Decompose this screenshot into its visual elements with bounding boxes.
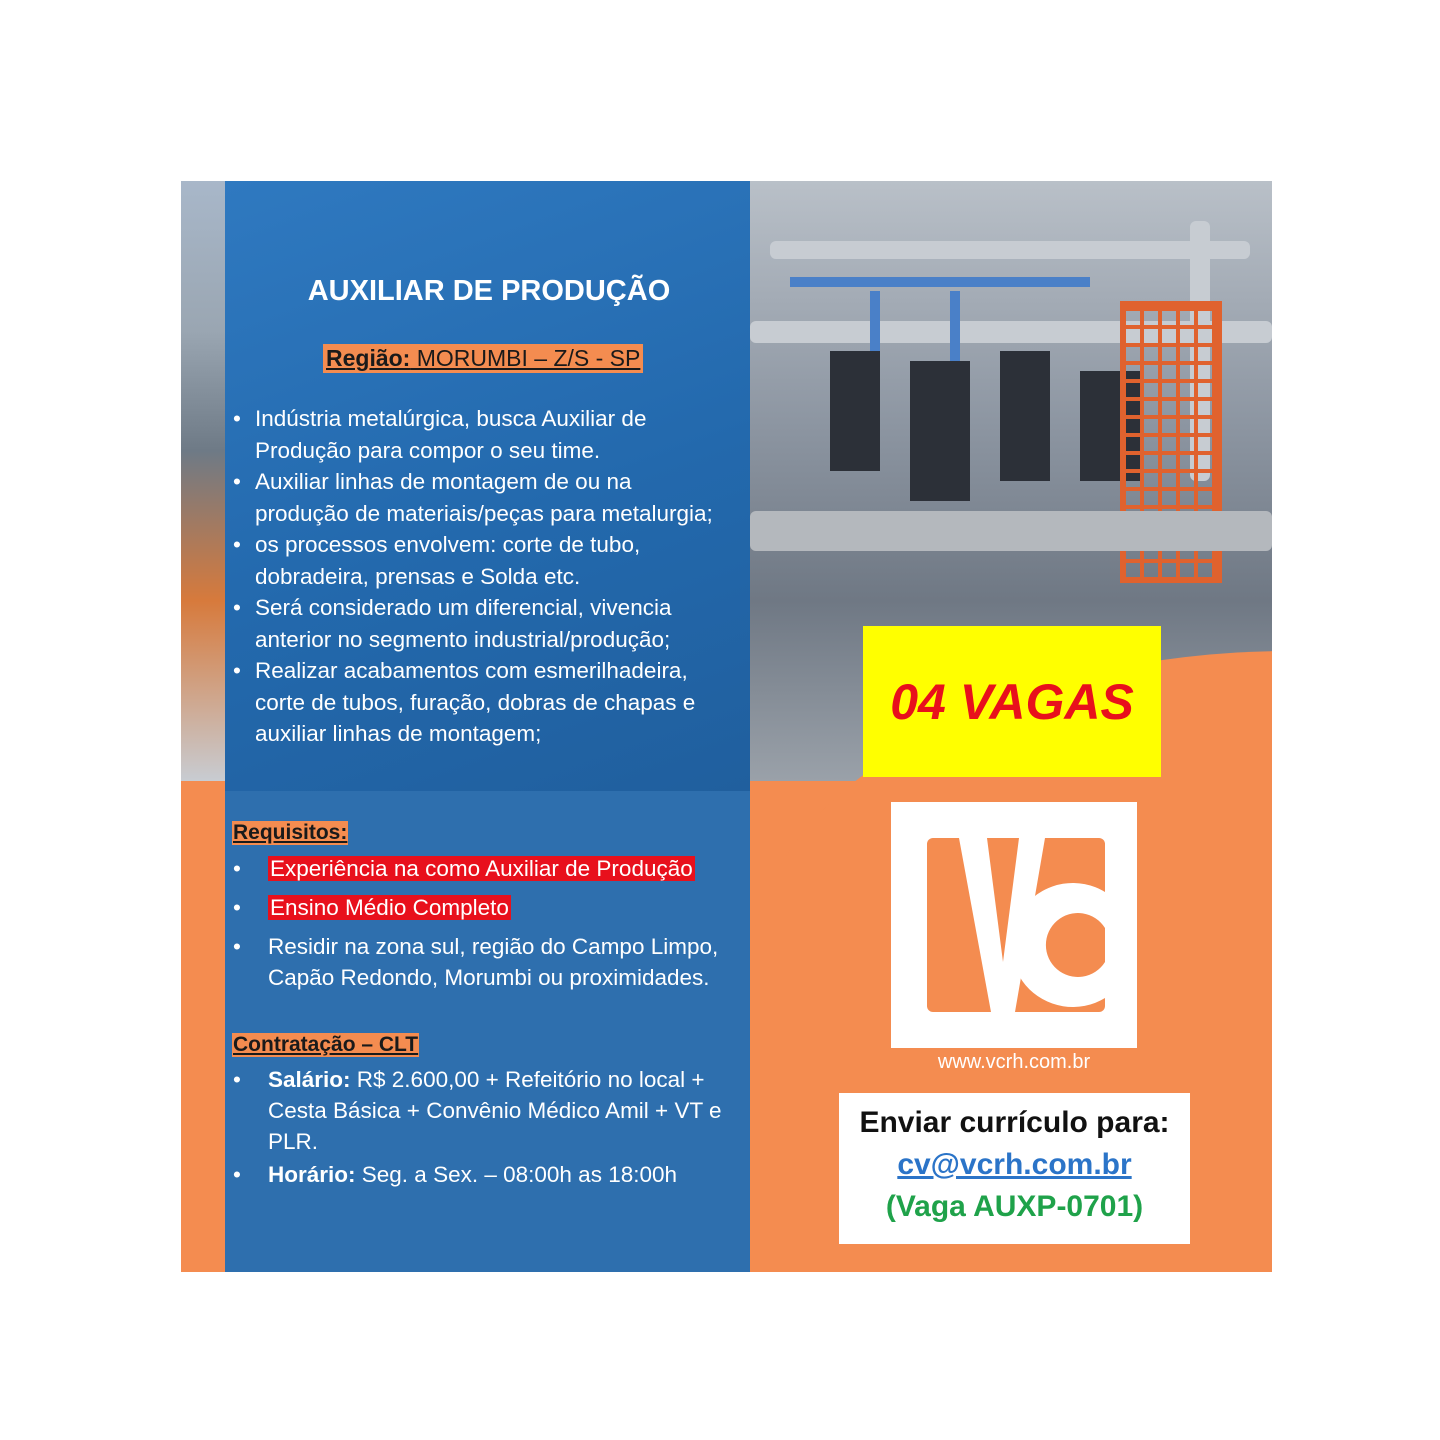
list-item (231, 892, 751, 923)
list-item: • Realizar acabamentos com esmerilhadeira, corte de tubos, furação, dobras de chapas e auxiliar linhas de montagem; (231, 655, 731, 750)
hiring-list (231, 1064, 751, 1192)
send-cv-label: Enviar currículo para: (859, 1106, 1170, 1139)
job-code: (Vaga AUXP-0701) (885, 1190, 1144, 1223)
vc-logo (891, 802, 1137, 1048)
list-item: • os processos envolvem: corte de tubo, dobradeira, prensas e Solda etc. (231, 529, 731, 592)
requirement-highlight: Ensino Médio Completo (270, 895, 509, 920)
list-item (231, 1064, 751, 1157)
salary-label: Salário: (268, 1067, 351, 1092)
region-label (323, 344, 643, 373)
job-description-list (231, 403, 731, 750)
hiring-title: Contratação – CLT (233, 1033, 419, 1056)
list-item: • Residir na zona sul, região do Campo Limpo, Capão Redondo, Morumbi ou proximidades. (231, 931, 751, 993)
list-item (231, 1159, 751, 1190)
job-title: AUXILIAR DE PRODUÇÃO (307, 275, 671, 307)
vacancies-badge (863, 626, 1161, 777)
list-item: • Será considerado um diferencial, vivencia anterior no segmento industrial/produção; (231, 592, 731, 655)
requirements-list (231, 853, 751, 1001)
schedule-label: Horário: (268, 1162, 356, 1187)
list-item: • Auxiliar linhas de montagem de ou na produção de materiais/peças para metalurgia; (231, 466, 731, 529)
vc-logo-icon (891, 802, 1137, 1048)
job-poster (181, 181, 1272, 1272)
contact-box (839, 1093, 1190, 1244)
region-value: MORUMBI – Z/S - SP (410, 345, 641, 371)
salary-value: R$ 2.600,00 + Refeitório no local + Cesta Básica + Convênio Médico Amil + VT e PLR. (268, 1067, 722, 1154)
factory-photo-strip (181, 181, 225, 781)
left-orange-strip (181, 781, 225, 1272)
list-item (231, 853, 751, 884)
vacancies-count: 04 VAGAS (890, 673, 1134, 730)
requirements-title: Requisitos: (233, 821, 348, 844)
email-link[interactable]: cv@vcrh.com.br (897, 1148, 1132, 1181)
requirement-highlight: Experiência na como Auxiliar de Produção (270, 856, 693, 881)
list-item: • Indústria metalúrgica, busca Auxiliar de Produção para compor o seu time. (231, 403, 731, 466)
region-label-key: Região: (326, 345, 411, 371)
schedule-value: Seg. a Sex. – 08:00h as 18:00h (355, 1162, 678, 1187)
website-text: www.vcrh.com.br (937, 1051, 1091, 1073)
